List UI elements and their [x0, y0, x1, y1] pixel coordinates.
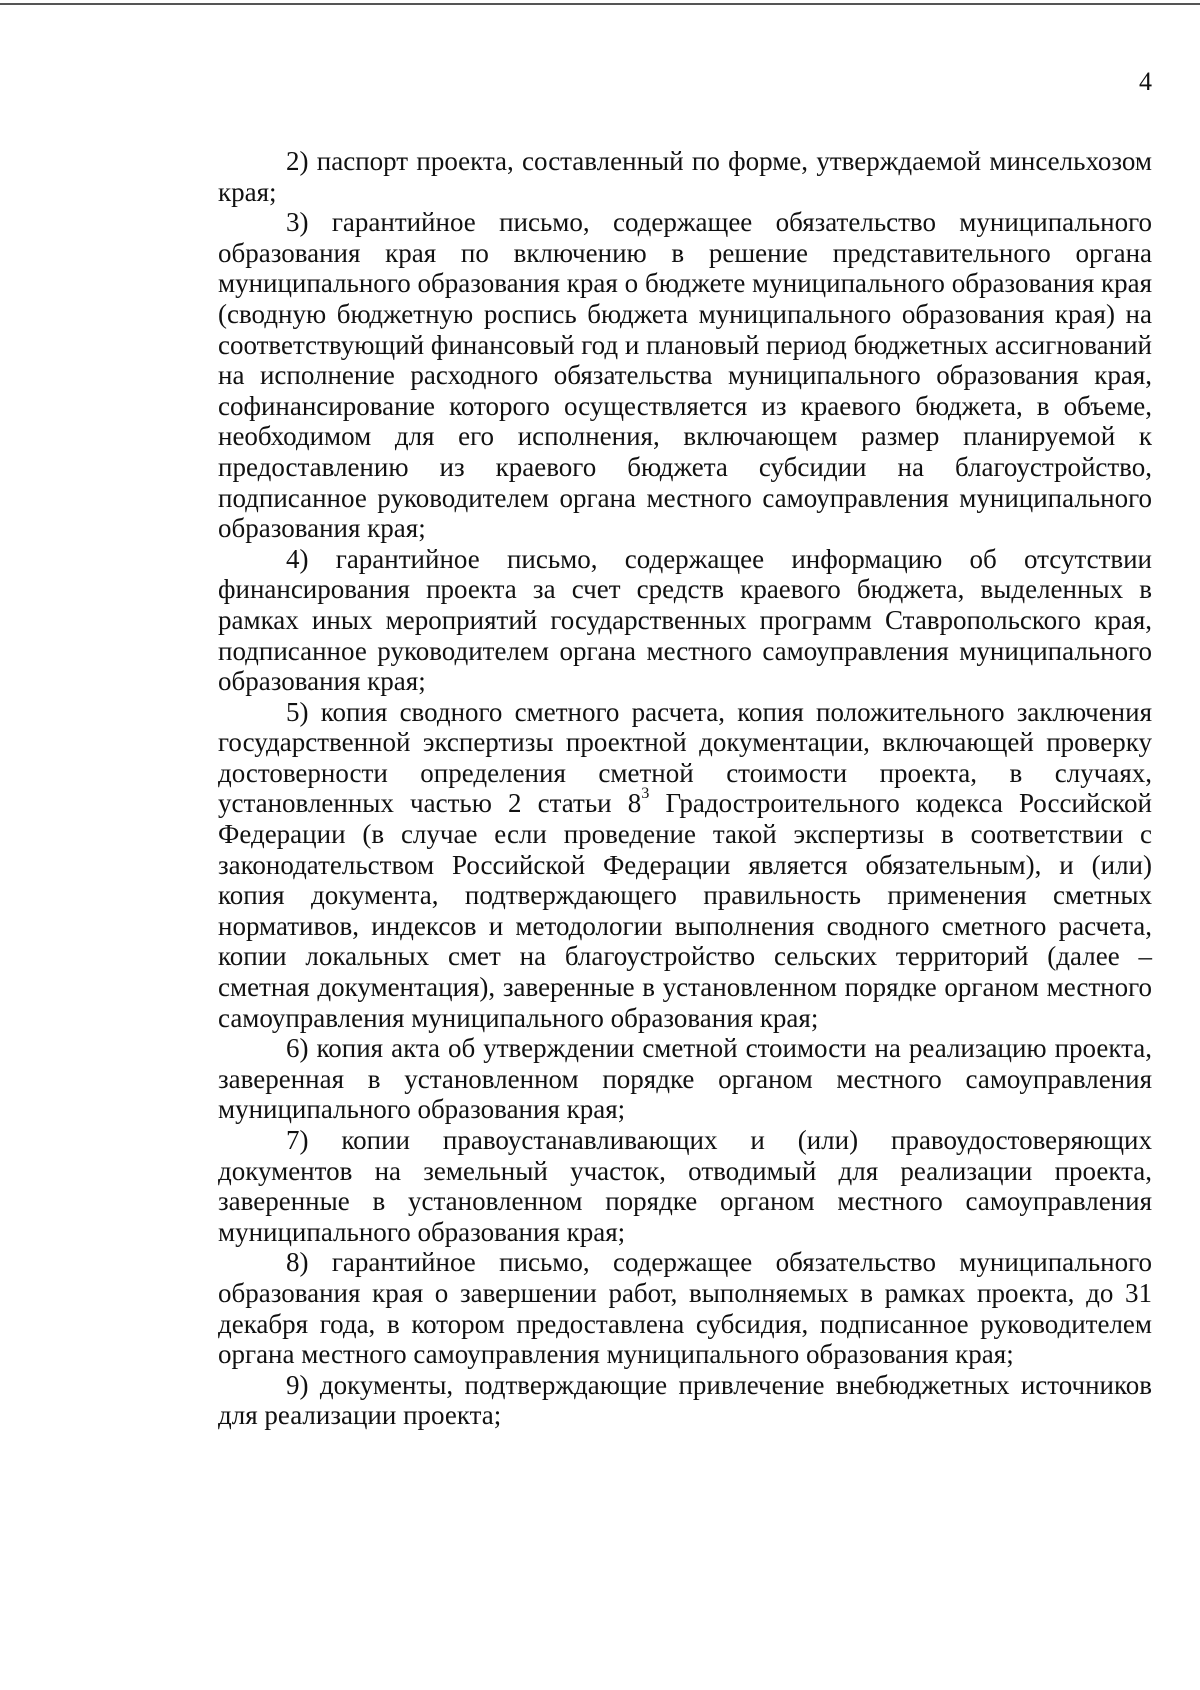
- paragraph-item-6: 6) копия акта об утверждении сметной стоимости на реализацию проекта, заверенная в установленном порядке органом местного самоуправления муниципального образования края;: [218, 1033, 1152, 1125]
- paragraph-item-7: 7) копии правоустанавливающих и (или) правоудостоверяющих документов на земельный участок, отводимый для реализации проекта, заверенные в установленном порядке органом местного самоуправления муниципального образования края;: [218, 1125, 1152, 1247]
- paragraph-item-2: 2) паспорт проекта, составленный по форме, утверждаемой минсельхозом края;: [218, 146, 1152, 207]
- article-number-superscript: 3: [641, 784, 650, 803]
- paragraph-item-9: 9) документы, подтверждающие привлечение внебюджетных источников для реализации проекта;: [218, 1369, 1152, 1431]
- paragraph-item-4: 4) гарантийное письмо, содержащее информацию об отсутствии финансирования проекта за счет средств краевого бюджета, выделенных в рамках иных мероприятий государственных программ Ставропольского края, подписанное руководителем органа местного самоуправления муниципального образования края;: [218, 543, 1152, 697]
- page-top-border: [0, 3, 1200, 5]
- paragraph-item-8: 8) гарантийное письмо, содержащее обязательство муниципального образования края о завершении работ, выполняемых в рамках проекта, до 31 декабря года, в котором предоставлена субсидия, подписанное руководителем органа местного самоуправления муниципального образования края;: [218, 1247, 1152, 1370]
- paragraph-item-5: [218, 697, 1152, 1034]
- page-number: 4: [1139, 67, 1152, 96]
- paragraph-item-5-text-before: 5) копия сводного сметного расчета, копия положительного заключения государственной экспертизы проектной документации, включающей проверку достоверности определения сметной стоимости проекта, в случаях, установленных частью 2 статьи 8: [218, 696, 1152, 819]
- document-body: [218, 146, 1152, 1431]
- paragraph-item-3: 3) гарантийное письмо, содержащее обязательство муниципального образования края по включению в решение представительного органа муниципального образования края о бюджете муниципального образования края (сводную бюджетную роспись бюджета муниципального образования края) на соответствующий финансовый год и плановый период бюджетных ассигнований на исполнение расходного обязательства муниципального образования края, софинансирование которого осуществляется из краевого бюджета, в объеме, необходимом для его исполнения, включающем размер планируемой к предоставлению из краевого бюджета субсидии на благоустройство, подписанное руководителем органа местного самоуправления муниципального образования края;: [218, 207, 1152, 544]
- paragraph-item-5-text-after: Градостроительного кодекса Российской Федерации (в случае если проведение такой экспертизы в соответствии с законодательством Российской Федерации является обязательным), и (или) копия документа, подтверждающего правильность применения сметных нормативов, индексов и методологии выполнения сводного сметного расчета, копии локальных смет на благоустройство сельских территорий (далее – сметная документация), заверенные в установленном порядке органом местного самоуправления муниципального образования края;: [218, 788, 1153, 1033]
